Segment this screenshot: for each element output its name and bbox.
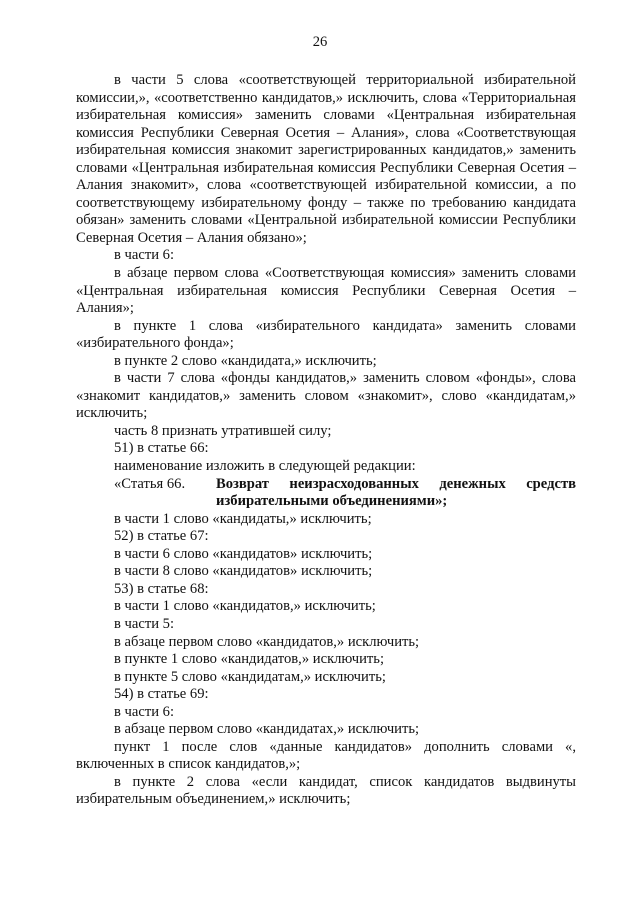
- paragraph-item51: 51) в статье 66:: [114, 440, 209, 457]
- paragraph-abzac-first: в абзаце первом слова «Соответствующая комиссия» заменить словами «Центральная избирательная комиссия Республики Северная Осетия – Алания»;: [76, 265, 576, 317]
- paragraph-after-15: в пункте 2 слова «если кандидат, список кандидатов выдвинуты избирательным объединением,» исключить;: [76, 773, 576, 808]
- paragraph-after-1: в части 1 слово «кандидаты,» исключить;: [114, 510, 372, 527]
- paragraph-part8: часть 8 признать утратившей силу;: [114, 422, 332, 439]
- paragraph-after-3: в части 6 слово «кандидатов» исключить;: [114, 545, 373, 562]
- paragraph-after-7: в части 5:: [114, 615, 175, 632]
- paragraph-after-8: в абзаце первом слово «кандидатов,» исключить;: [114, 633, 420, 650]
- paragraph-after-14: пункт 1 после слов «данные кандидатов» дополнить словами «, включенных в список кандидатов,»;: [76, 738, 576, 773]
- paragraph-item54: 54) в статье 69:: [114, 686, 209, 703]
- paragraph-item52: 52) в статье 67:: [114, 528, 209, 545]
- paragraph-after-10: в пункте 5 слово «кандидатам,» исключить;: [114, 668, 386, 685]
- article-number: «Статья 66.: [114, 475, 186, 492]
- paragraph-point1: в пункте 1 слова «избирательного кандидата» заменить словами «избирательного фонда»;: [76, 317, 576, 352]
- paragraph-part7: в части 7 слова «фонды кандидатов,» заменить словом «фонды», слова «знакомит кандидатов,» заменить словом «знакомит», слово «кандидатам,» исключить;: [76, 370, 576, 422]
- paragraph-after-6: в части 1 слово «кандидатов,» исключить;: [114, 598, 376, 615]
- page-number: 26: [312, 34, 328, 50]
- paragraph-part6: в части 6:: [114, 247, 175, 264]
- document-body: [76, 72, 576, 809]
- paragraph-after-12: в части 6:: [114, 703, 175, 720]
- paragraph-point2: в пункте 2 слово «кандидата,» исключить;: [114, 352, 377, 369]
- paragraph-after-9: в пункте 1 слово «кандидатов,» исключить;: [114, 651, 385, 668]
- article-title: Возврат неизрасходованных денежных средств избирательными объединениями»;: [216, 475, 576, 510]
- article-heading: [76, 476, 576, 511]
- paragraph-after-4: в части 8 слово «кандидатов» исключить;: [114, 563, 373, 580]
- paragraph-name-redaction: наименование изложить в следующей редакции:: [114, 458, 416, 475]
- paragraph-after-13: в абзаце первом слово «кандидатах,» исключить;: [114, 721, 420, 738]
- paragraph-part5: в части 5 слова «соответствующей территориальной избирательной комиссии,», «соответственно кандидатов,» исключить, слова «Территориальная избирательная комиссия» заменить словами «Центральная избирательная комиссия Республики Северная Осетия – Алания», слова «Соответствующая избирательная комиссия знакомит зарегистрированных кандидатов,» заменить словами «Центральная избирательная комиссия Республики Северная Осетия – Алания знакомит», слова «соответствующей избирательной комиссии, а по соответствующему избирательному фонду – также по требованию кандидата обязан» заменить словами «Центральной избирательной комиссии Республики Северная Осетия – Алания обязано»;: [76, 72, 576, 246]
- paragraph-item53: 53) в статье 68:: [114, 580, 209, 597]
